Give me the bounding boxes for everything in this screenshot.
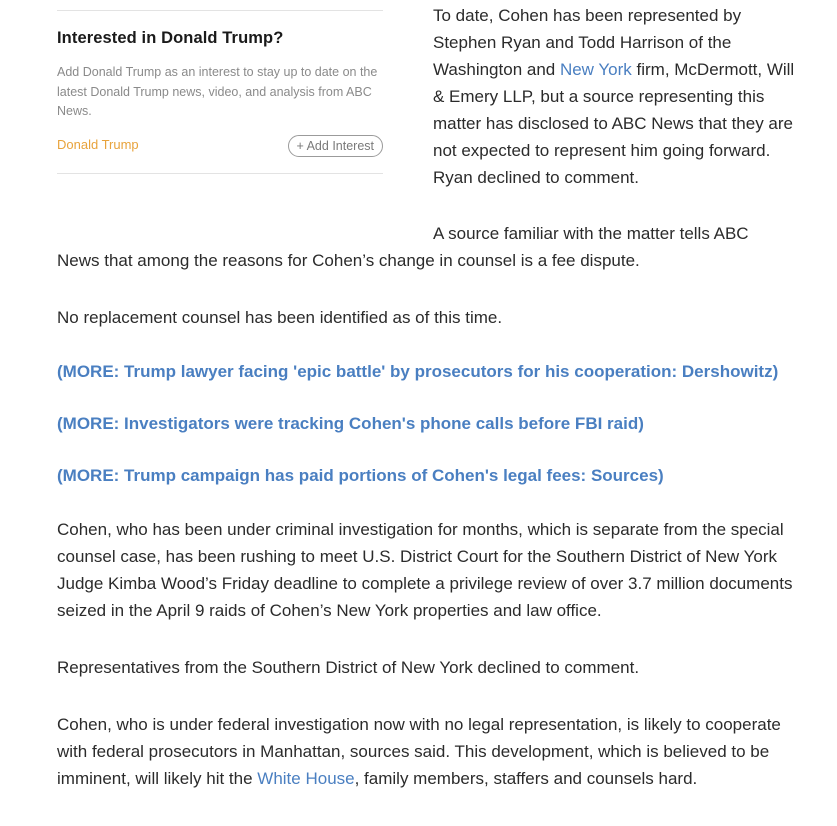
paragraph-replacement: No replacement counsel has been identified as of this time. (57, 308, 503, 327)
white-house-link[interactable]: White House (257, 769, 355, 788)
paragraph-representation (433, 2, 798, 191)
paragraph-fee-line1: A source familiar with the matter tells ABC (433, 224, 749, 243)
interest-title: Interested in Donald Trump? (57, 29, 284, 47)
interest-topic-link[interactable]: Donald Trump (57, 137, 139, 152)
paragraph-representatives: Representatives from the Southern District of New York declined to comment. (57, 658, 640, 677)
paragraph-text: Cohen, who is under federal investigation now with no legal representation, is likely to cooperate with federal prosecutors in Manhattan, sources said. This development, which is believed to be imminent, will likely hit the (57, 715, 781, 788)
paragraph-cooperation (57, 711, 802, 792)
more-link-phone-calls[interactable]: (MORE: Investigators were tracking Cohen's phone calls before FBI raid) (57, 414, 644, 433)
new-york-link[interactable]: New York (559, 60, 632, 79)
paragraph-text: To date, Cohen has been represented by Stephen Ryan and Todd Harrison of the Washington and (433, 6, 742, 79)
interest-description: Add Donald Trump as an interest to stay up to date on the latest Donald Trump news, video, and analysis from ABC News. (57, 65, 378, 118)
add-interest-button[interactable]: + Add Interest (288, 135, 383, 157)
more-link-legal-fees[interactable]: (MORE: Trump campaign has paid portions of Cohen's legal fees: Sources) (57, 466, 664, 485)
paragraph-investigation: Cohen, who has been under criminal investigation for months, which is separate from the special counsel case, has been rushing to meet U.S. District Court for the Southern District of New York Judge Kimba Wood’s Friday deadline to complete a privilege review of over 3.7 million documents seized in the April 9 raids of Cohen’s New York properties and law office. (57, 520, 793, 620)
paragraph-fee-line2: News that among the reasons for Cohen’s change in counsel is a fee dispute. (57, 251, 640, 270)
interest-widget (57, 10, 383, 174)
paragraph-text: , family members, staffers and counsels hard. (354, 769, 698, 788)
more-link-dershowitz[interactable]: (MORE: Trump lawyer facing 'epic battle' by prosecutors for his cooperation: Dershowitz) (57, 362, 779, 381)
paragraph-text: firm, McDermott, Will & Emery LLP, but a source representing this matter has disclosed to ABC News that they are not expected to represent him going forward. Ryan declined to comment. (433, 60, 795, 187)
